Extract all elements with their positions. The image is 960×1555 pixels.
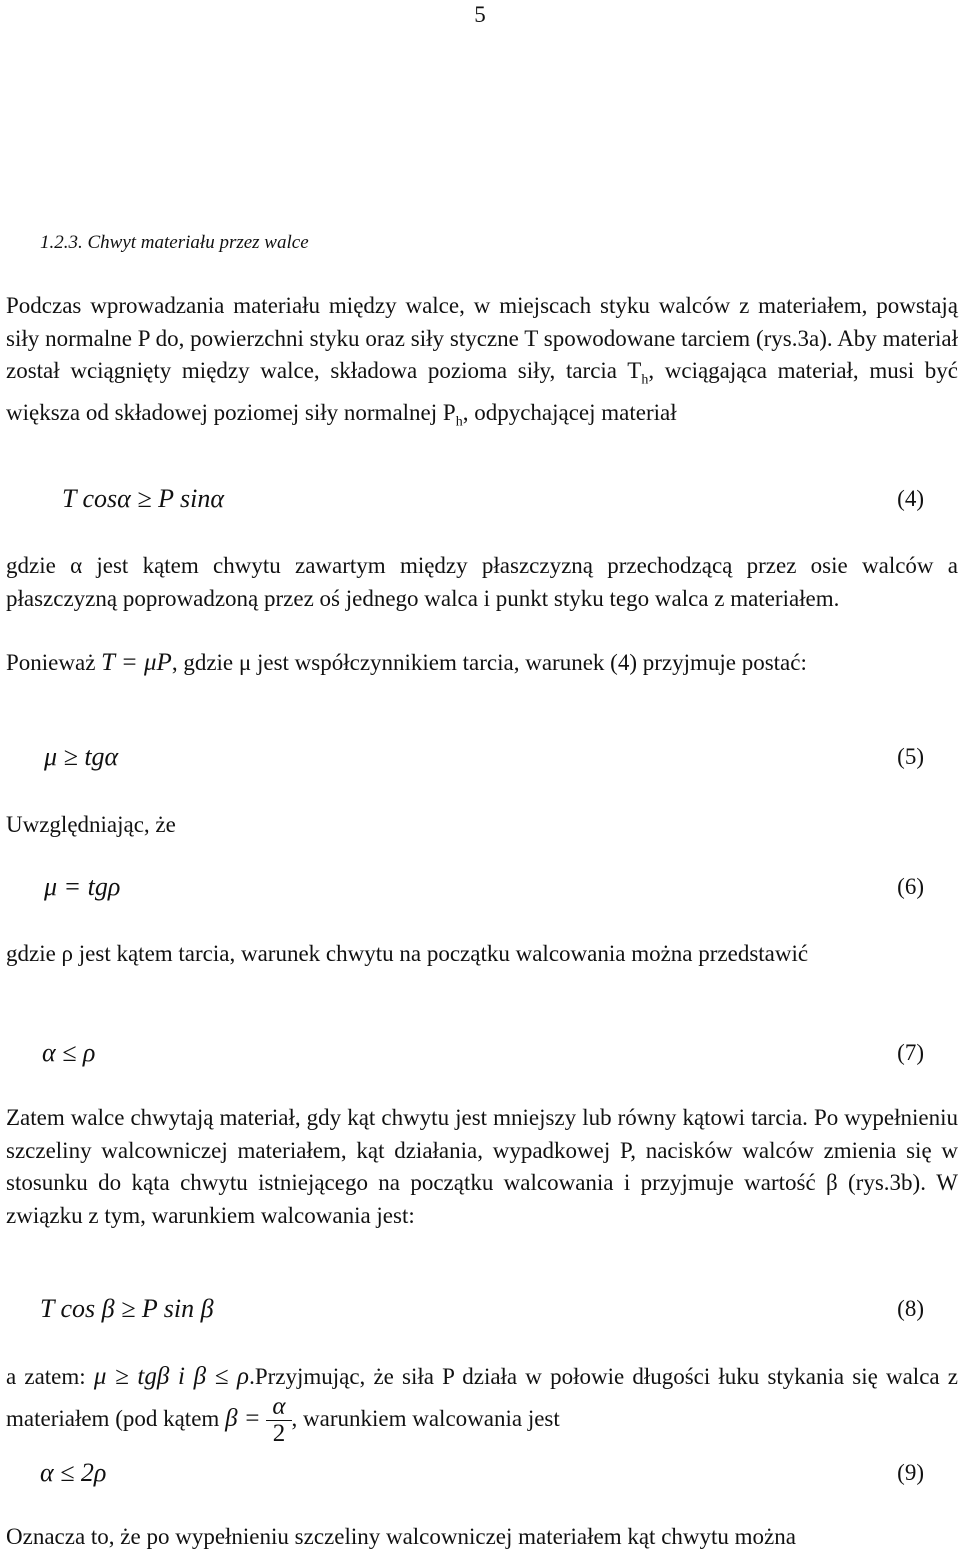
- paragraph-friction-text-b: , gdzie μ jest współczynnikiem tarcia, warunek (4) przyjmuje postać:: [171, 650, 807, 675]
- subscript-h: h: [455, 414, 463, 430]
- paragraph-half-arc-text-a: a zatem:: [6, 1364, 94, 1389]
- paragraph-closing: Oznacza to, że po wypełnieniu szczeliny walcowniczej materiałem kąt chwytu można: [6, 1524, 796, 1549]
- fraction-denominator: 2: [272, 1420, 286, 1447]
- paragraph-alpha-definition: gdzie α jest kątem chwytu zawartym między płaszczyzną przechodzącą przez osie walców a płaszczyzną poprowadzoną przez oś jednego walca i punkt styku tego walca z materiałem.: [6, 553, 958, 611]
- paragraph-force-at-half-arc: [6, 1360, 958, 1447]
- equation-9-body: α ≤ 2ρ: [40, 1458, 107, 1487]
- fraction-alpha-over-two: [266, 1394, 291, 1447]
- equation-8-body: T cos β ≥ P sin β: [40, 1294, 214, 1323]
- paragraph-friction-text-a: Ponieważ: [6, 650, 102, 675]
- paragraph-intro: [6, 290, 958, 439]
- paragraph-intro-text-b: , wciągająca materiał, musi być większa od składowej poziomej siły normalnej P: [6, 358, 958, 426]
- paragraph-half-arc-text-c: , warunkiem walcowania jest: [291, 1405, 560, 1431]
- paragraph-rho-definition: gdzie ρ jest kątem tarcia, warunek chwytu na początku walcowania można przedstawić: [6, 941, 809, 966]
- equation-7-body: α ≤ ρ: [42, 1038, 96, 1067]
- equation-4-number: (4): [897, 486, 924, 511]
- section-heading: 1.2.3. Chwyt materiału przez walce: [40, 232, 309, 253]
- equation-4: [0, 484, 960, 524]
- equation-8-number: (8): [897, 1296, 924, 1321]
- equation-6-number: (6): [897, 874, 924, 899]
- equation-9: [0, 1458, 960, 1498]
- equation-8: [0, 1294, 960, 1334]
- paragraph-half-arc-text-b: .Przyjmując, że siła P działa w połowie długości łuku stykania się walca z materiałem (pod kątem: [6, 1364, 958, 1431]
- equation-7-number: (7): [897, 1040, 924, 1065]
- subscript-h: h: [641, 372, 649, 388]
- equation-5: [0, 742, 960, 782]
- inline-equation-beta: β =: [225, 1404, 261, 1432]
- inline-equation-mu-tg-beta: μ ≥ tgβ i β ≤ ρ: [93, 1363, 250, 1390]
- paragraph-intro-text-c: , odpychającej materiał: [462, 400, 677, 426]
- paragraph-considering: Uwzględniając, że: [6, 812, 176, 837]
- paragraph-friction-condition: [6, 647, 958, 680]
- equation-5-body: μ ≥ tgα: [44, 742, 119, 771]
- paragraph-grip-conclusion: Zatem walce chwytają materiał, gdy kąt chwytu jest mniejszy lub równy kątowi tarcia. Po wypełnieniu szczeliny walcowniczej materiałem, kąt działania, wypadkowej P, nacisków walców zmienia się w stosunku do kąta chwytu istniejącego na początku walcowania i przyjmuje wartość β (rys.3b). W związku z tym, warunkiem walcowania jest:: [6, 1105, 958, 1228]
- equation-7: [0, 1038, 960, 1078]
- page-number: 5: [474, 2, 486, 27]
- equation-6-body: μ = tgρ: [44, 872, 121, 901]
- fraction-numerator: α: [266, 1394, 291, 1421]
- equation-9-number: (9): [897, 1460, 924, 1485]
- equation-5-number: (5): [897, 744, 924, 769]
- paragraph-intro-text-a: Podczas wprowadzania materiału między walce, w miejscach styku walców z materiałem, powstają siły normalne P do, powierzchni styku oraz siły styczne T spowodowane tarciem (rys.3a). Aby materiał został wciągnięty między walce, składowa pozioma siły, tarcia T: [6, 293, 958, 383]
- equation-6: [0, 872, 960, 912]
- inline-equation-t-mu-p: T = μP: [101, 649, 172, 676]
- equation-4-body: T cosα ≥ P sinα: [62, 484, 224, 513]
